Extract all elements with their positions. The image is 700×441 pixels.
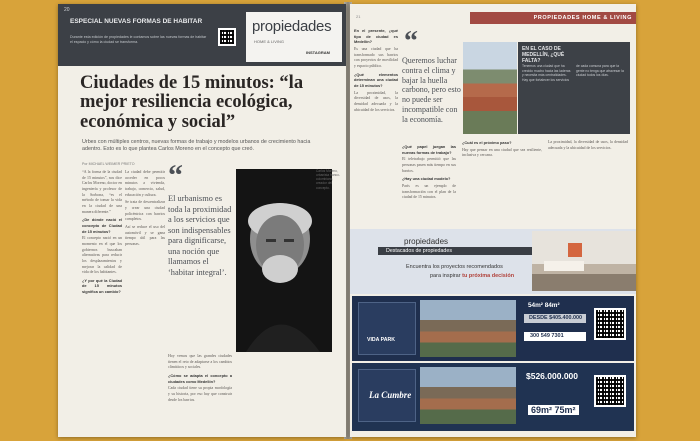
article-column-1 [354,28,398,224]
la-cumbre-ad[interactable] [352,363,634,431]
wall-art [568,243,582,257]
paragraph: Hay que pensar en una ciudad que sea resiliente, inclusiva y cercana. [462,147,542,158]
section-header-band [470,12,636,24]
ad-price: $526.000.000 [526,371,578,381]
banner-line-2-prefix: para inspirar [430,273,461,279]
article-headline: Ciudades de 15 minutos: “la mejor resiliencia ecológica, económica y social” [80,73,304,132]
banner-line-2-highlight: tu próxima decisión [462,273,515,279]
special-header-band [58,4,346,66]
special-body: Durante esta edición de propiedades le contamos sobre las nuevas formas de habitar el espacio y cómo la ciudad se transforma. [70,35,207,44]
special-title: ESPECIAL NUEVAS FORMAS DE HABITAR [70,18,203,25]
article-column-2 [125,170,165,430]
ad-price-panel [520,300,590,357]
question-heading: ¿Qué papel juegan las nuevas formas de trabajo? [402,144,456,155]
ad-logo: VIDA PARK [367,337,395,343]
left-page [58,4,346,437]
banner-logo: propiedades [404,237,449,246]
paragraph: Hoy vemos que las grandes ciudades tienen el reto de adaptarse a los cambios climáticos y sociales. [168,354,232,370]
byline: Por MICHAEL WEIMER PRIETO [82,162,135,166]
instagram-label: INSTAGRAM [306,50,330,55]
ad-area: 69m² 75m² [528,405,579,415]
article-column-1 [82,170,122,430]
banner-line-2 [430,273,514,279]
paragraph: El teletrabajo permitió que las personas pasen más tiempo en sus barrios. [402,157,456,173]
article-subhead: Urbes con múltiples centros, nuevas formas de trabajo y modelos urbanos de crecimiento hacia adentro. Esto es lo que plantea Carlos Moreno en el concepto que creó. [82,139,311,153]
vida-park-ad[interactable] [352,296,634,361]
brand-subtitle: HOME & LIVING [254,39,285,44]
ad-area: 54m² 84m² [528,302,560,309]
ad-aerial-photo [420,367,516,424]
ad-logo: La Cumbre [369,390,412,400]
qr-code-icon[interactable] [594,375,626,407]
sofa [544,261,584,271]
question-heading: ¿De dónde nació el concepto de Ciudad de 15 minutos? [82,217,122,234]
banner-line-1: Encuentra los proyectos recomendados [406,264,503,270]
paragraph: La proximidad, la diversidad de usos, la densidad adecuada y la ubicuidad de los servicios. [548,140,628,150]
section-header [350,12,636,24]
sidebar-body: Tenemos una ciudad que ha crecido mucho hacia las laderas y necesita más centralidades. Hay que fortalecer los servicios de cada comuna para que la gente no tenga que atravesar la ciudad todos los días. [522,64,624,82]
question-heading: ¿Hay una ciudad modelo? [402,176,451,182]
paragraph: Así se reduce el uso del automóvil y se gana tiempo útil para las personas. [125,224,165,246]
ad-logo-box [358,369,416,422]
article-column-3 [168,354,232,430]
ad-logo-box [358,302,416,355]
paragraph: El concepto nació en un momento en el que los gobiernos buscaban alternativas para reducir los desplazamientos y mejorar la calidad de vida de los habitantes. [82,236,122,275]
article-column-2 [402,144,456,224]
ad-phone-box[interactable] [524,332,586,341]
paragraph: La ciudad debe permitir acceder en pocos minutos a vivienda, trabajo, comercio, salud, educación y cultura. [125,170,165,197]
living-room-photo [532,231,636,291]
sidebar-box [518,42,630,134]
ad-phone: 300 549 7301 [530,333,564,339]
qr-code-icon[interactable] [218,28,236,46]
ad-aerial-photo [420,300,516,357]
qr-code-icon[interactable] [594,308,626,340]
section-header-title: PROPIEDADES HOME & LIVING [533,15,632,21]
question-heading: ¿Cómo se adapta el concepto a ciudades como Medellín? [168,372,232,384]
banner-strip [378,247,536,255]
city-photo [463,42,517,134]
brand-logo: propiedades [252,18,332,35]
quote-mark-icon: “ [168,159,183,192]
ad-price-panel [520,367,590,424]
paragraph: Se trata de descentralizar y crear una ciudad policéntrica con barrios completos. [125,200,165,222]
portrait-figure [236,169,332,352]
question-heading: ¿Y por qué la Ciudad de 15 minutos significa un cambio? [82,277,122,295]
article-column-3 [462,140,542,224]
pull-quote: Queremos luchar contra el clima y bajar la huella carbono, pero esto no puede ser incompatible con la economía. [402,56,461,124]
paragraph: Es una ciudad que ha transformado sus barrios con proyectos de movilidad y espacio público. [354,46,398,68]
paragraph: París es un ejemplo de transformación con el plan de la ciudad de 15 minutos. [402,183,456,200]
page-number: 20 [64,7,70,13]
paragraph: “A la forma de la ciudad de 15 minutos”, nos dice Carlos Moreno, doctor en ingeniería y profesor de la Sorbona, “es el método de tomar la vida en la ciudad de una manera diferente.” [82,170,122,214]
ad-price-box [524,314,586,323]
photo-caption: Carlos Moreno, urbanista franco-colombiano, creador del concepto. [316,169,340,190]
question-heading: En el presente, ¿qué tipo de ciudad es Medellín? [354,28,398,45]
paragraph: La proximidad, la diversidad de usos, la densidad adecuada y la ubicuidad de los servicios. [354,90,398,112]
paragraph: Cada ciudad tiene su propia morfología y su historia, por eso hay que construir desde los barrios. [168,386,232,402]
question-heading: ¿Cuál es el próximo paso? [462,140,512,145]
pull-quote: El urbanismo es toda la proximidad a los servicios que son indispensables para dignificarse, una noción que llamamos el ‘habitar integral’. [168,194,232,277]
ad-price: DESDE $405.400.000 [529,315,583,321]
article-column-4 [548,140,628,224]
featured-properties-banner[interactable] [350,229,636,294]
brand-box [246,12,342,62]
quote-mark-icon: “ [404,26,418,57]
question-heading: ¿Qué elementos determinan una ciudad de 15 minutos? [354,71,398,88]
sidebar-title: EN EL CASO DE MEDELLÍN, ¿QUÉ FALTA? [522,46,565,64]
banner-strip-label: Destacados de propiedades [386,248,452,254]
portrait-photo [236,169,332,352]
page-number: 21 [356,14,361,19]
right-page [350,4,636,437]
